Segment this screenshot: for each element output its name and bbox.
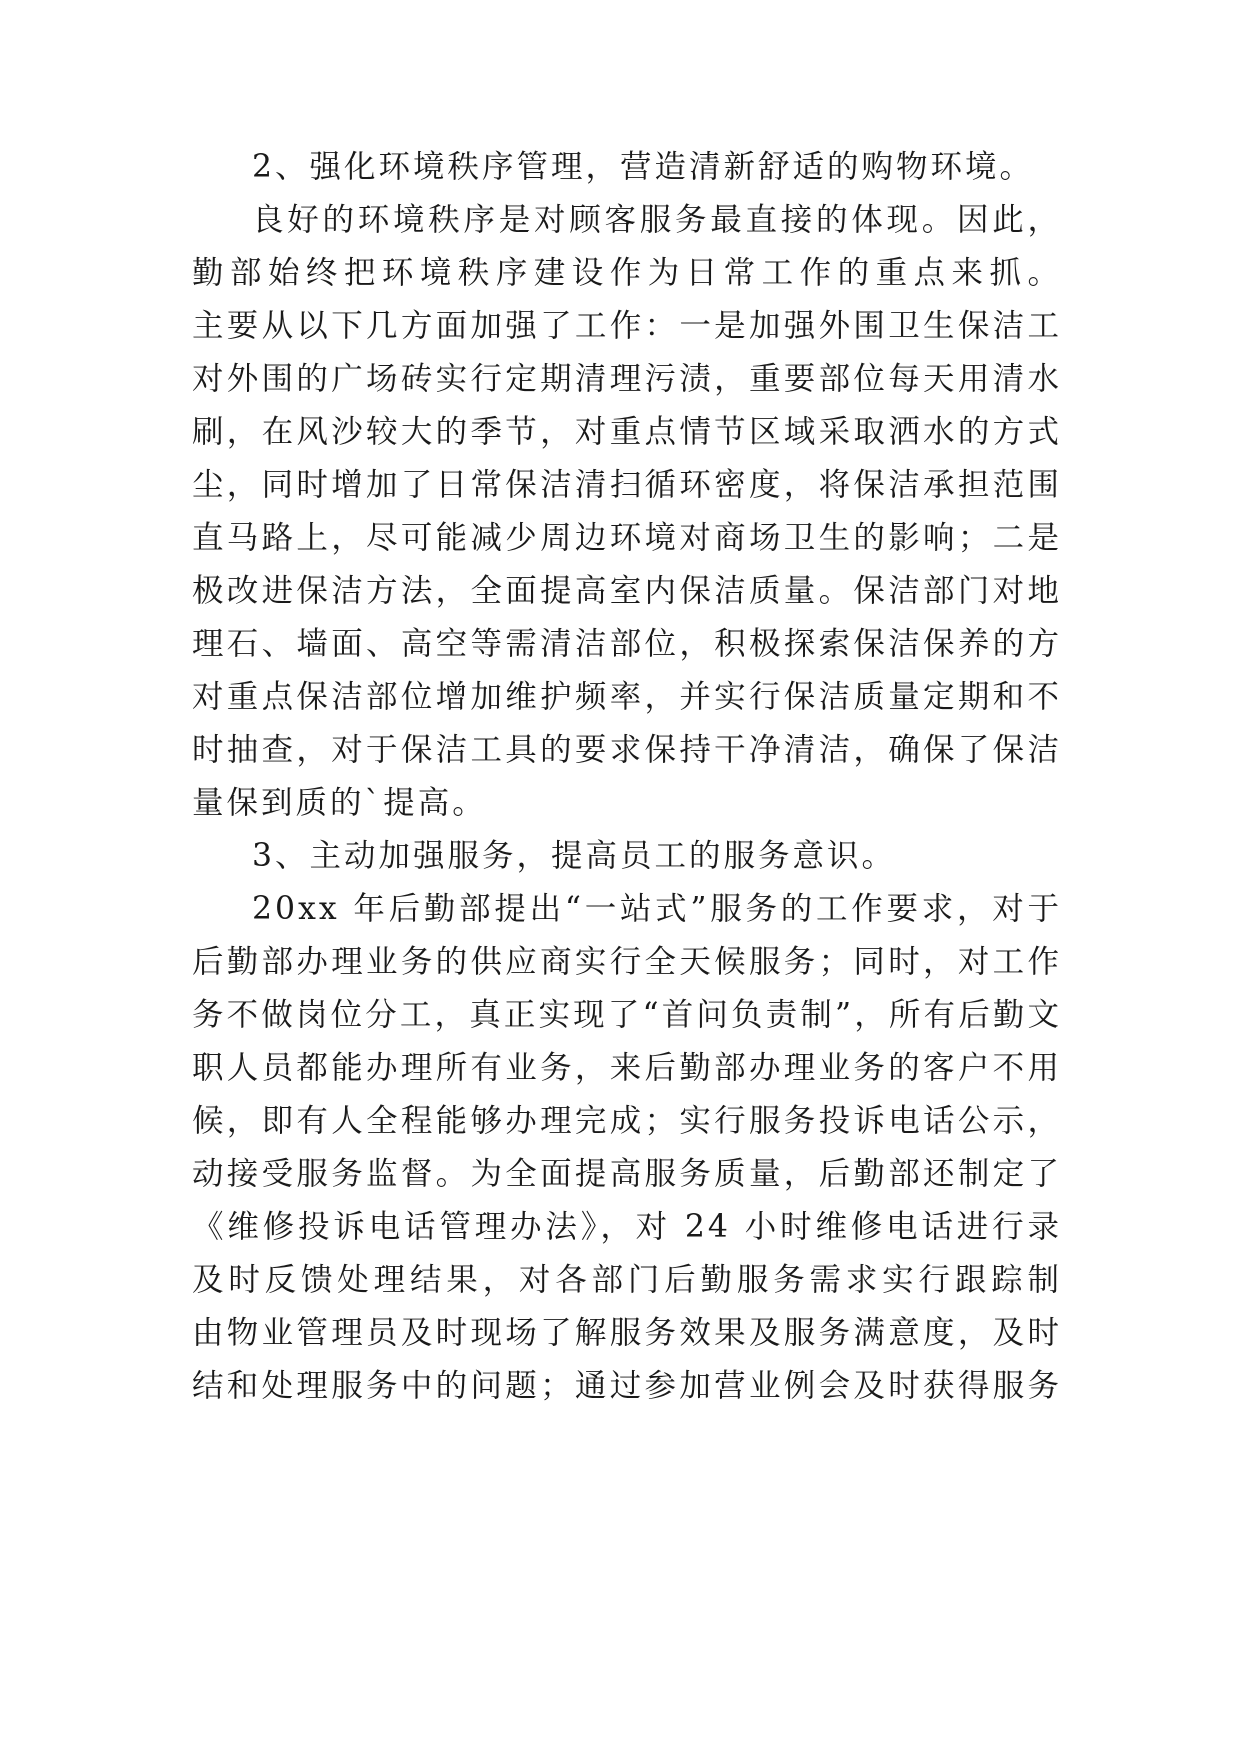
paragraph-line: 勤部始终把环境秩序建设作为日常工作的重点来抓。 <box>192 255 1062 291</box>
paragraph-line: 直马路上，尽可能减少周边环境对商场卫生的影响；二是 <box>192 520 1062 556</box>
paragraph-line: 由物业管理员及时现场了解服务效果及服务满意度，及时 <box>192 1315 1062 1351</box>
paragraph-line: 务不做岗位分工，真正实现了“首问负责制”，所有后勤文 <box>192 997 1062 1033</box>
paragraph-line: 动接受服务监督。为全面提高服务质量，后勤部还制定了 <box>192 1156 1062 1192</box>
paragraph-line: 候，即有人全程能够办理完成；实行服务投诉电话公示， <box>192 1103 1062 1139</box>
paragraph-line: 时抽查，对于保洁工具的要求保持干净清洁，确保了保洁 <box>192 732 1062 768</box>
paragraph-line: 量保到质的`提高。 <box>192 785 487 821</box>
paragraph-line: 及时反馈处理结果，对各部门后勤服务需求实行跟踪制 <box>192 1262 1062 1298</box>
paragraph-line: 职人员都能办理所有业务，来后勤部办理业务的客户不用 <box>192 1050 1062 1086</box>
paragraph-line: 极改进保洁方法，全面提高室内保洁质量。保洁部门对地 <box>192 573 1062 609</box>
paragraph-line: 良好的环境秩序是对顾客服务最直接的体现。因此， <box>252 202 1062 238</box>
section-heading-2: 2、强化环境秩序管理，营造清新舒适的购物环境。 <box>252 149 1035 185</box>
paragraph-line: 结和处理服务中的问题；通过参加营业例会及时获得服务 <box>192 1368 1062 1404</box>
paragraph-line: 尘，同时增加了日常保洁清扫循环密度，将保洁承担范围 <box>192 467 1062 503</box>
paragraph-line: 对外围的广场砖实行定期清理污渍，重要部位每天用清水 <box>192 361 1062 397</box>
paragraph-line: 后勤部办理业务的供应商实行全天候服务；同时，对工作 <box>192 944 1062 980</box>
paragraph-line: 刷，在风沙较大的季节，对重点情节区域采取洒水的方式 <box>192 414 1062 450</box>
paragraph-line: 《维修投诉电话管理办法》，对 24 小时维修电话进行录 <box>192 1209 1062 1245</box>
section-heading-3: 3、主动加强服务，提高员工的服务意识。 <box>252 838 897 874</box>
paragraph-line: 对重点保洁部位增加维护频率，并实行保洁质量定期和不 <box>192 679 1062 715</box>
paragraph-line: 主要从以下几方面加强了工作：一是加强外围卫生保洁工 <box>192 308 1062 344</box>
paragraph-line: 20xx 年后勤部提出“一站式”服务的工作要求，对于 <box>252 891 1062 927</box>
paragraph-line: 理石、墙面、高空等需清洁部位，积极探索保洁保养的方 <box>192 626 1062 662</box>
